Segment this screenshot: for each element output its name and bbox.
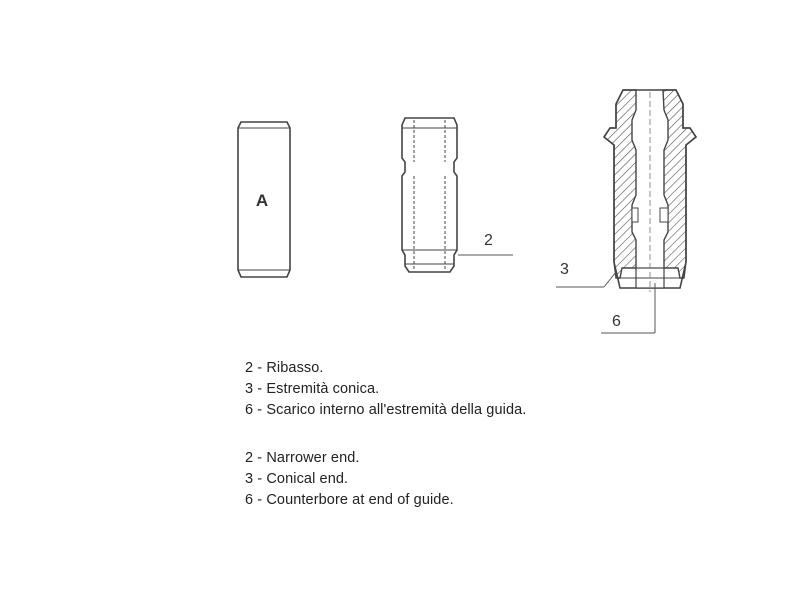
legend-en-item-2: 2 - Narrower end.	[245, 450, 360, 466]
callout-6-label: 6	[612, 313, 621, 330]
guide-sectioned	[604, 90, 696, 292]
callout-2-label: 2	[484, 232, 493, 249]
legend-english	[245, 448, 454, 511]
guide-a-label: A	[255, 191, 269, 210]
legend-italian	[245, 358, 526, 421]
guide-narrower-end	[402, 118, 457, 272]
legend-it-item-2: 2 - Ribasso.	[245, 360, 324, 376]
legend-en-item-3: 3 - Conical end.	[245, 471, 349, 487]
legend-it-item-6: 6 - Scarico interno all'estremità della guida.	[245, 402, 527, 418]
legend-it-item-3: 3 - Estremità conica.	[245, 381, 380, 397]
callout-3-label: 3	[560, 261, 569, 278]
callout-6-leader	[601, 283, 655, 333]
legend-en-item-6: 6 - Counterbore at end of guide.	[245, 492, 454, 508]
